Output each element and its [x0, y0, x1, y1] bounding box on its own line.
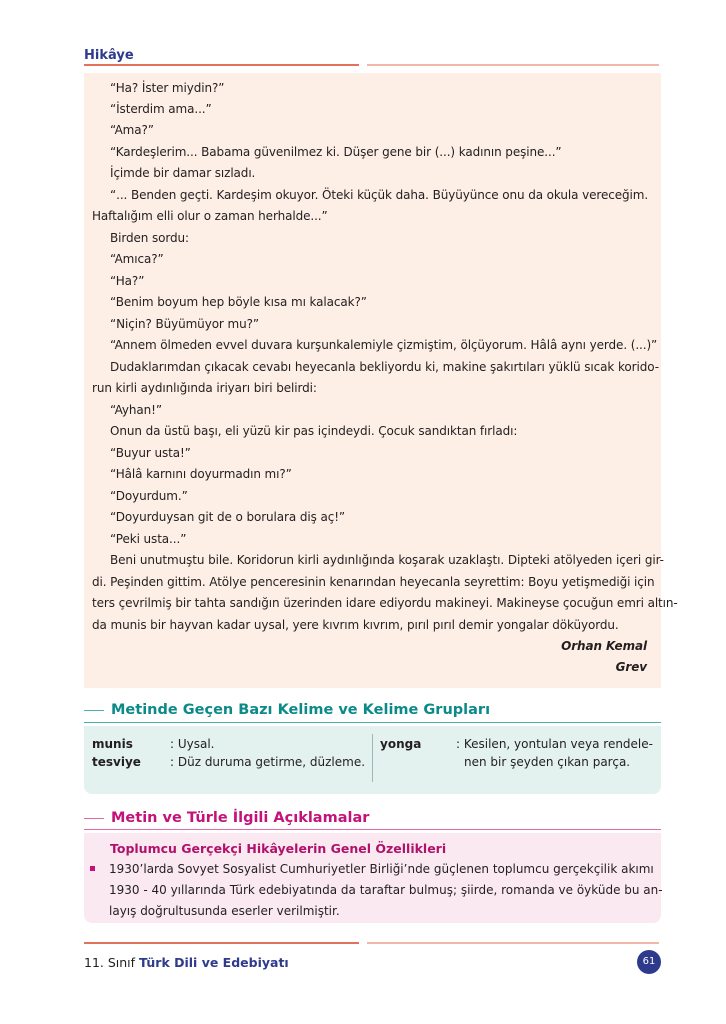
glossary-divider [372, 734, 373, 782]
explanation-line: 1930 - 40 yıllarında Türk edebiyatında da taraftar bulmuş; şiirde, romanda ve öyküde bu an- [109, 883, 663, 897]
story-line: “İsterdim ama...” [110, 102, 212, 116]
explanation-line: 1930’larda Sovyet Sosyalist Cumhuriyetler Birliği’nde güçlenen toplumcu gerçekçilik akımı [109, 862, 654, 876]
author-name: Orhan Kemal [561, 639, 647, 653]
footer-grade: 11. Sınıf [84, 955, 136, 970]
footer-course: Türk Dili ve Edebiyatı [139, 955, 289, 970]
story-line: “Benim boyum hep böyle kısa mı kalacak?” [110, 295, 367, 309]
story-line: Birden sordu: [110, 231, 189, 245]
glossary-definition: : Düz duruma getirme, düzleme. [170, 755, 366, 769]
footer-rule-left [84, 942, 359, 944]
footer-rule-right [367, 942, 659, 944]
story-line: “Hâlâ karnını doyurmadın mı?” [110, 467, 292, 481]
story-line: Dudaklarımdan çıkacak cevabı heyecanla bekliyordu ki, makine şakırtıları yüklü sıcak korido- [110, 360, 659, 374]
story-line: Haftalığım elli olur o zaman herhalde...” [92, 209, 328, 223]
glossary-box [84, 726, 661, 794]
story-line: İçimde bir damar sızladı. [110, 166, 256, 180]
story-line: “Ha? İster miydin?” [110, 81, 225, 95]
glossary-definition-cont: nen bir şeyden çıkan parça. [464, 755, 631, 769]
explanations-title-rule [84, 818, 104, 819]
work-title: Grev [615, 660, 647, 674]
story-line: “Ha?” [110, 274, 145, 288]
story-line: “Doyurduysan git de o borulara diş aç!” [110, 510, 346, 524]
header-rule-left [84, 64, 359, 66]
story-line: “Niçin? Büyümüyor mu?” [110, 317, 259, 331]
explanations-subtitle: Toplumcu Gerçekçi Hikâyelerin Genel Özellikleri [110, 841, 447, 856]
glossary-term: munis [92, 737, 133, 751]
page-number: 61 [637, 950, 661, 974]
footer-label [84, 955, 289, 970]
story-text-block [84, 73, 678, 688]
story-line: “Annem ölmeden evvel duvara kurşunkalemiyle çizmiştim, ölçüyorum. Hâlâ aynı yerde. (...)” [110, 338, 658, 352]
story-line: di. Peşinden gittim. Atölye penceresinin kenarından heyecanla seyrettim: Boyu yetişmediği için [92, 575, 655, 589]
story-line: ters çevrilmiş bir tahta sandığın üzerinden idare ediyordu makineyi. Makineyse çocuğun emri altın- [92, 596, 678, 610]
story-line: “Ayhan!” [110, 403, 162, 417]
story-line: “Doyurdum.” [110, 489, 188, 503]
explanations-box [84, 833, 661, 923]
story-line: “Ama?” [110, 123, 154, 137]
story-line: “... Benden geçti. Kardeşim okuyor. Öteki küçük daha. Büyüyünce onu da okula vereceğim. [110, 188, 649, 202]
section-label: Hikâye [84, 48, 134, 63]
glossary-term: yonga [380, 737, 422, 751]
story-line: run kirli aydınlığında iriyarı biri belirdi: [92, 381, 317, 395]
header-rule-right [367, 64, 659, 66]
story-line: “Kardeşlerim... Babama güvenilmez ki. Düşer gene bir (...) kadının peşine...” [110, 145, 562, 159]
glossary-rule [84, 722, 661, 723]
glossary-definition: : Uysal. [170, 737, 215, 751]
explanations-title: Metin ve Türle İlgili Açıklamalar [111, 810, 370, 826]
story-line: “Buyur usta!” [110, 446, 191, 460]
glossary-title: Metinde Geçen Bazı Kelime ve Kelime Grupları [111, 702, 491, 718]
glossary-definition: : Kesilen, yontulan veya rendele- [456, 737, 653, 751]
story-line: Onun da üstü başı, eli yüzü kir pas içindeydi. Çocuk sandıktan fırladı: [110, 424, 518, 438]
glossary-term: tesviye [92, 755, 141, 769]
story-line: Beni unutmuştu bile. Koridorun kirli aydınlığında koşarak uzaklaştı. Dipteki atölyeden içeri gir- [110, 553, 664, 567]
bullet-square-icon [90, 866, 95, 871]
story-line: da munis bir hayvan kadar uysal, yere kıvrım kıvrım, pırıl pırıl demir yongalar döküyordu. [92, 618, 619, 632]
story-line: “Amıca?” [110, 252, 164, 266]
explanation-line: layış doğrultusunda eserler verilmiştir. [109, 904, 340, 918]
explanations-rule [84, 829, 661, 830]
story-line: “Peki usta...” [110, 532, 187, 546]
